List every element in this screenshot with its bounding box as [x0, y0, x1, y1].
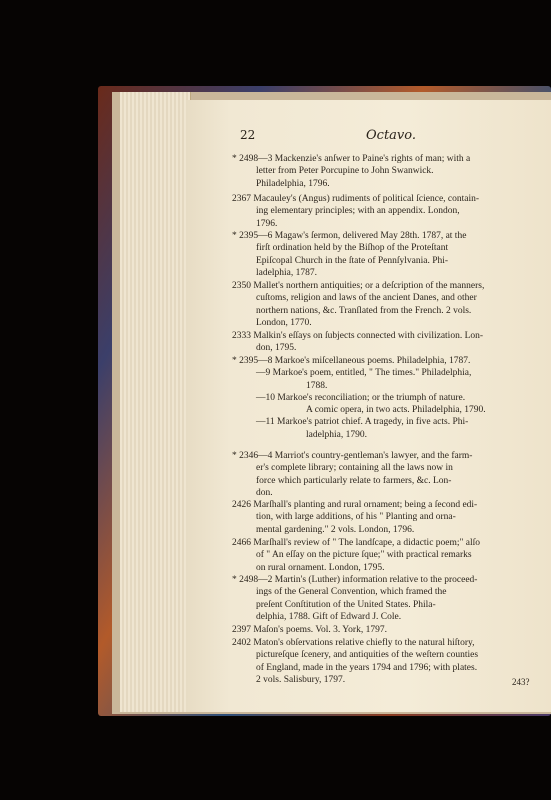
entry-line: northern nations, &c. Tranſlated from the French. 2 vols. — [256, 305, 472, 316]
entry-line: firſt ordination held by the Biſhop of the Proteſtant — [256, 243, 449, 254]
entry-line: delphia, 1788. Gift of Edward J. Cole. — [256, 611, 402, 622]
entry-line: ings of the General Convention, which framed the — [256, 587, 447, 598]
entry-line: 2367 Macauley's (Angus) rudiments of political ſcience, contain- — [232, 194, 480, 204]
entry-line: ing elementary principles; with an appendix. London, — [256, 206, 460, 217]
entry-line: 1796. — [256, 218, 278, 229]
catalog-entry — [232, 230, 537, 279]
entry-line: * 2395—6 Magaw's ſermon, delivered May 28th. 1787, at the — [232, 231, 467, 241]
catalog-entry — [232, 450, 537, 499]
entry-line: 2426 Marſhall's planting and rural ornament; being a ſecond edi- — [232, 500, 478, 510]
entry-line: 2 vols. Salisbury, 1797. — [256, 674, 346, 685]
entry-line: preſent Conſtitution of the United States. Phila- — [256, 599, 436, 610]
entry-line: mental gardening." 2 vols. London, 1796. — [256, 524, 415, 535]
catalog-entry — [232, 193, 537, 230]
entry-line: * 2395—8 Markoe's miſcellaneous poems. Philadelphia, 1787. — [232, 356, 471, 366]
entry-line: don, 1795. — [256, 343, 297, 354]
entry-line: Philadelphia, 1796. — [256, 178, 330, 189]
catalog-entry — [232, 280, 537, 329]
catalog-entry — [232, 637, 537, 686]
entry-line: ladelphia, 1787. — [256, 267, 317, 278]
entry-line: 2402 Maton's obſervations relative chiefly to the natural hiſtory, — [232, 638, 475, 648]
entry-line: tion, with large additions, of his " Planting and orna- — [256, 512, 456, 523]
page-heading: Octavo. — [366, 128, 416, 143]
entry-line: 2333 Malkin's eſſays on ſubjects connected with civilization. Lon- — [232, 331, 484, 341]
catalog-entry — [232, 574, 537, 623]
entry-line: * 2346—4 Marriot's country-gentleman's lawyer, and the farm- — [232, 451, 473, 461]
entry-line: * 2498—2 Martin's (Luther) information relative to the proceed- — [232, 575, 478, 585]
catalog-entry — [232, 499, 537, 536]
entry-line: A comic opera, in two acts. Philadelphia, 1790. — [306, 405, 486, 416]
entry-line: pictureſque ſcenery, and antiquities of the weſtern counties — [256, 650, 479, 661]
entry-line: —11 Markoe's patriot chief. A tragedy, in five acts. Phi- — [256, 417, 469, 428]
page-header — [240, 128, 540, 148]
catalog-entry — [232, 330, 537, 355]
entry-line: 1788. — [306, 380, 328, 391]
entry-line: cuſtoms, religion and laws of the ancient Danes, and other — [256, 293, 477, 304]
catalog-entry — [232, 537, 537, 574]
catalog-entry — [232, 153, 537, 190]
entry-line: London, 1770. — [256, 317, 312, 328]
entry-line: Epiſcopal Church in the ſtate of Pennſylvania. Phi- — [256, 255, 449, 266]
entry-line: —10 Markoe's reconciliation; or the triumph of nature. — [256, 392, 466, 403]
page-edges — [120, 92, 191, 712]
entry-line: er's complete library; containing all the laws now in — [256, 463, 453, 474]
entry-line: —9 Markoe's poem, entitled, " The times." Philadelphia, — [256, 368, 472, 379]
entry-line: of England, made in the years 1794 and 1796; with plates. — [256, 662, 478, 673]
page-number: 22 — [240, 128, 256, 142]
entry-line: force which particularly relate to farmers, &c. Lon- — [256, 475, 452, 486]
entry-line: 2350 Mallet's northern antiquities; or a deſcription of the manners, — [232, 281, 485, 291]
entry-line: ladelphia, 1790. — [306, 429, 367, 440]
entry-line: don. — [256, 487, 273, 498]
entry-line: on rural ornament. London, 1795. — [256, 562, 385, 573]
entry-line: * 2498—3 Mackenzie's anſwer to Paine's rights of man; with a — [232, 154, 471, 164]
entry-line: of " An eſſay on the picture ſque;" with practical remarks — [256, 550, 472, 561]
catchword: 243? — [512, 677, 530, 687]
entry-line: 2397 Maſon's poems. Vol. 3. York, 1797. — [232, 625, 387, 635]
entry-line: letter from Peter Porcupine to John Swanwick. — [256, 166, 434, 177]
catalog-entry — [232, 624, 537, 636]
entry-line: 2466 Marſhall's review of " The landſcape, a didactic poem;" alſo — [232, 538, 481, 548]
catalog-entry — [232, 355, 537, 441]
